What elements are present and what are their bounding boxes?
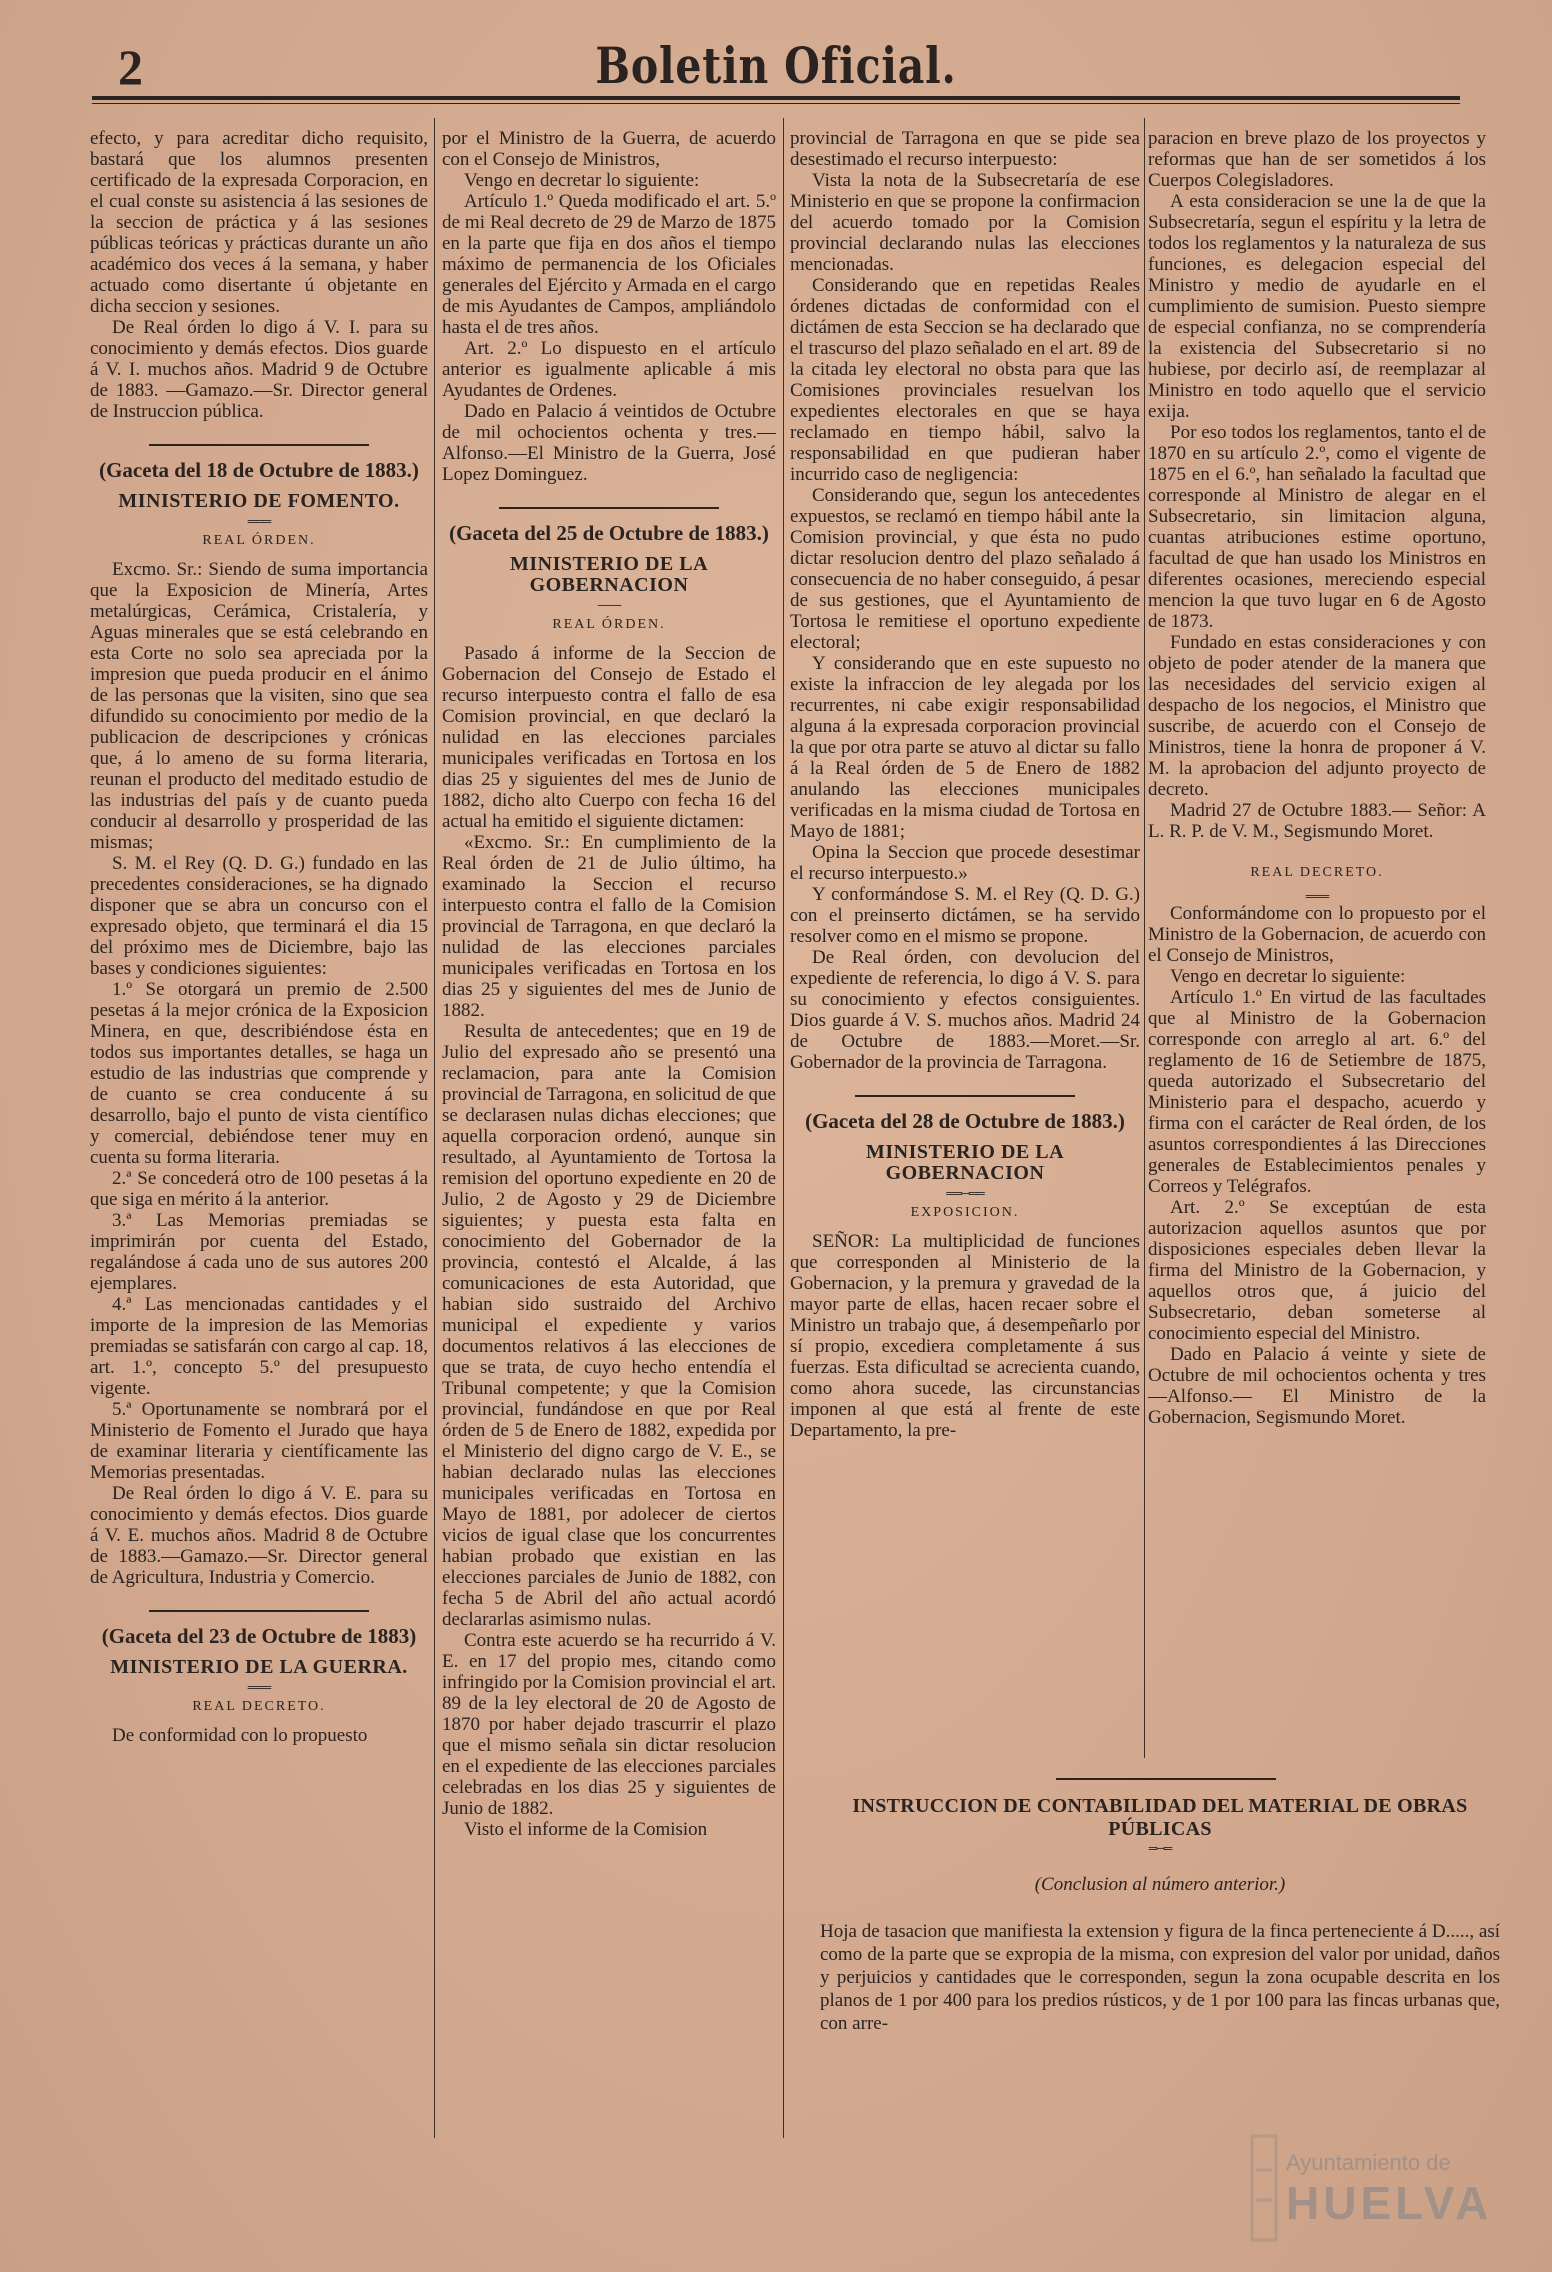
paragraph: 3.ª Las Memorias premiadas se imprimirán por cuenta del Estado, regalándose á cada uno de sus autores 200 ejemplares. [90, 1210, 428, 1294]
paragraph: Considerando que, segun los antecedentes expuestos, se reclamó en tiempo hábil ante la Comision provincial, y que ésta no pudo dictar resolucion dentro del plazo señalado á consecuencia de no haber conseguido, á pesar de sus gestiones, que el Ayuntamiento de Tortosa le remitiese el oportuno expediente electoral; [790, 485, 1140, 653]
paragraph: Hoja de tasacion que manifiesta la extension y figura de la finca perteneciente á D....., así como de la parte que se expropia de la misma, con expresion del valor por unidad, daños y perjuicios y cantidades que le corresponden, segun la zona ocupable descrita en los planos de 1 por 400 para los predios rústicos, y de 1 por 100 para las fincas urbanas que, con arre- [820, 1921, 1500, 2034]
ministry-heading: MINISTERIO DE FOMENTO. [118, 490, 400, 512]
conclusion-note: (Conclusion al número anterior.) [1034, 1874, 1286, 1895]
column-1 [90, 128, 428, 2268]
watermark-logo-text: HUELVA [1286, 2177, 1493, 2229]
paragraph: Vengo en decretar lo siguiente: [1170, 966, 1406, 987]
page-number: 2 [118, 39, 143, 95]
column-divider [434, 118, 435, 2138]
paragraph: «Excmo. Sr.: En cumplimiento de la Real órden de 21 de Julio último, ha examinado la Seccion el recurso interpuesto contra el fallo de la Comision provincial de Tarragona, en que declaró la nulidad de las elecciones parciales municipales verificadas en Tortosa en los dias 25 y siguientes del mes de Junio de 1882. [442, 832, 776, 1021]
paragraph: De Real órden lo digo á V. E. para su conocimiento y demás efectos. Dios guarde á V. E. muchos años. Madrid 8 de Octubre de 1883.—Gamazo.—Sr. Director general de Agricultura, Industria y Comercio. [90, 1483, 428, 1588]
paragraph: Pasado á informe de la Seccion de Gobernacion del Consejo de Estado el recurso interpuesto contra el fallo de esa Comision provincial, en que declaró la nulidad en las elecciones parciales municipales verificadas en Tortosa en los dias 25 y siguientes del mes de Junio de 1882, dicho alto Cuerpo con fecha 16 del actual ha emitido el siguiente dictamen: [442, 643, 776, 832]
paragraph: 4.ª Las mencionadas cantidades y el importe de la impresion de las Memorias premiadas se satisfarán con cargo al cap. 18, art. 1.º, concepto 5.º del presupuesto vigente. [90, 1294, 428, 1399]
paragraph: S. M. el Rey (Q. D. G.) fundado en las precedentes consideraciones, se ha dignado disponer que se abra un concurso con el expresado objeto, que terminará el dia 15 del próximo mes de Diciembre, bajo las bases y condiciones siguientes: [90, 853, 428, 979]
header-rule [92, 96, 1460, 100]
paragraph: De conformidad con lo propuesto [112, 1725, 368, 1746]
header-rule-thin [92, 103, 1460, 104]
paragraph: Art. 2.º Se exceptúan de esta autorizacion aquellos asuntos que por disposiciones especiales deben llevar la firma del Ministro de la Gobernacion, y aquellos otros que, á juicio del Subsecretario, deban someterse al conocimiento especial del Ministro. [1148, 1197, 1486, 1344]
gazette-heading: (Gaceta del 23 de Octubre de 1883) [101, 1624, 417, 1648]
section-separator [149, 444, 369, 446]
paragraph: 5.ª Oportunamente se nombrará por el Ministerio de Fomento el Jurado que haya de examinar literaria y científicamente las Memorias presentadas. [90, 1399, 428, 1483]
obras-publicas-section [820, 1795, 1500, 2035]
paragraph: Visto el informe de la Comision [464, 1819, 708, 1840]
gazette-heading: (Gaceta del 18 de Octubre de 1883.) [99, 458, 419, 482]
paragraph: Dado en Palacio á veintidos de Octubre de mil ochocientos ochenta y tres.—Alfonso.—El Ministro de la Guerra, José Lopez Dominguez. [442, 401, 776, 485]
ministry-heading: MINISTERIO DE LA GUERRA. [110, 1656, 408, 1678]
paragraph: Contra este acuerdo se ha recurrido á V. E. en 17 del propio mes, citando como infringido por la Comision provincial el art. 89 de la ley electoral de 20 de Agosto de 1870 por haber dejado trascurrir el plazo que el mismo señala sin dictar resolucion en el expediente de las elecciones parciales celebradas en los dias 25 y siguientes de Junio de 1882. [442, 1630, 776, 1819]
paragraph: provincial de Tarragona en que se pide sea desestimado el recurso interpuesto: [790, 128, 1140, 170]
document-type: REAL ÓRDEN. [552, 617, 666, 632]
document-type: REAL DECRETO. [192, 1699, 326, 1714]
paragraph: Resulta de antecedentes; que en 19 de Julio del expresado año se presentó una reclamacion, para ante la Comision provincial de Tarragona, en solicitud de que se declarasen nulas dichas elecciones; que aquella corporacion ordenó, aunque sin resultado, al Ayuntamiento de Tortosa la remision del oportuno expediente en 20 de Julio, 2 de Agosto y 29 de Diciembre siguientes; y puesta esta falta en conocimiento del Gobernador de la provincia, contestó el Alcalde, á las comunicaciones de esta Autoridad, que habian sido sustraido del Archivo municipal el expediente y varios documentos relativos á las elecciones de que se trata, de cuyo hecho entendía el Tribunal competente; y que la Comision provincial, fundándose en que por Real órden de 5 de Enero de 1882, expedida por el Ministerio del digno cargo de V. E., se habian declarado nulas las elecciones municipales verificadas en Tortosa en Mayo de 1881, por adolecer de ciertos vicios de igual clase que los concurrentes habian probado que existian en las elecciones parciales de Junio de 1882, con fecha 5 de Abril del año actual acordó declararlas asimismo nulas. [442, 1021, 776, 1630]
paragraph: De Real órden, con devolucion del expediente de referencia, lo digo á V. S. para su conocimiento y efectos consiguientes. Dios guarde á V. S. muchos años. Madrid 24 de Octubre de 1883.—Moret.—Sr. Gobernador de la provincia de Tarragona. [790, 947, 1140, 1073]
paragraph: Conformándome con lo propuesto por el Ministro de la Gobernacion, de acuerdo con el Consejo de Ministros, [1148, 903, 1486, 966]
paragraph: De Real órden lo digo á V. I. para su conocimiento y demás efectos. Dios guarde á V. I. muchos años. Madrid 9 de Octubre de 1883. —Gamazo.—Sr. Director general de Instruccion pública. [90, 317, 428, 422]
paragraph: Considerando que en repetidas Reales órdenes dictadas de conformidad con el dictámen de esta Seccion se ha declarado que el trascurso del plazo señalado en el art. 89 de la citada ley electoral no obsta para que las Comisiones provinciales resuelvan los expedientes electorales en que se haya reclamado en tiempo hábil, salvo la responsabilidad en que pudieran haber incurrido caso de negligencia: [790, 275, 1140, 485]
masthead-title: Boletin Oficial. [595, 36, 957, 95]
section-separator [1056, 1778, 1276, 1780]
paragraph: 2.ª Se concederá otro de 100 pesetas á la que siga en mérito á la anterior. [90, 1168, 428, 1210]
ornament-divider: ─── [597, 598, 621, 612]
paragraph: Fundado en estas consideraciones y con objeto de poder atender de la manera que las necesidades del servicio exigen al despacho de los negocios, el Ministro que suscribe, de acuerdo con el Consejo de Ministros, tiene la honra de proponer á V. M. la aprobacion del adjunto proyecto de decreto. [1148, 632, 1486, 800]
document-type: REAL DECRETO. [1250, 865, 1384, 880]
column-divider [783, 118, 784, 2138]
paragraph: Vista la nota de la Subsecretaría de ese Ministerio en que se propone la confirmacion del acuerdo tomado por la Comision provincial declarando nulas las elecciones mencionadas. [790, 170, 1140, 275]
paragraph: 1.º Se otorgará un premio de 2.500 pesetas á la mejor crónica de la Exposicion Minera, en que, describiéndose ésta en todos sus importantes detalles, se haga un estudio de las industrias que comprende y de cuanto se crea conducente á su desarrollo, bajo el punto de vista científico y comercial, debiéndose tener muy en cuenta su forma literaria. [90, 979, 428, 1168]
ornament-divider: ═══ [1305, 889, 1329, 903]
section-separator [149, 1610, 369, 1612]
watermark-text: Ayuntamiento de [1286, 2150, 1451, 2175]
ornament-divider: ═══ [247, 514, 271, 528]
paragraph: Art. 2.º Lo dispuesto en el artículo anterior es igualmente aplicable á mis Ayudantes de Ordenes. [442, 338, 776, 401]
gazette-heading: (Gaceta del 28 de Octubre de 1883.) [805, 1109, 1125, 1133]
paragraph: Excmo. Sr.: Siendo de suma importancia que la Exposicion de Minería, Artes metalúrgicas, Cerámica, Cristalería, y Aguas minerales que se está celebrando en esta Corte no solo sea apreciada por la impresion que pueda producir en el ánimo de las personas que la visiten, sino que sea difundido su conocimiento por medio de la publicacion de descripciones y crónicas que, á lo ameno de su forma literaria, reunan el producto del meditado estudio de las industrias del país y de cuanto pueda conducir al desarrollo y prosperidad de las mismas; [90, 559, 428, 853]
section-separator [499, 507, 719, 509]
ministry-heading: MINISTERIO DE LA GOBERNACION [509, 553, 709, 596]
column-2 [442, 128, 776, 2158]
ornament-divider: ═─═ [1148, 1841, 1172, 1855]
ornament-divider: ══─══ [946, 1186, 984, 1200]
paragraph: Y considerando que en este supuesto no existe la infraccion de ley alegada por los recurrentes, ni cabe exigir responsabilidad alguna á la expresada corporacion provincial la que por otra parte se atuvo al dictar su fallo á la Real órden de 5 de Enero de 1882 anulando las elecciones municipales verificadas en la misma ciudad de Tortosa en Mayo de 1881; [790, 653, 1140, 842]
document-type: EXPOSICION. [910, 1205, 1020, 1220]
paragraph: Madrid 27 de Octubre 1883.— Señor: A L. R. P. de V. M., Segismundo Moret. [1148, 800, 1486, 842]
gazette-heading: (Gaceta del 25 de Octubre de 1883.) [449, 521, 769, 545]
paragraph: Dado en Palacio á veinte y siete de Octubre de mil ochocientos ochenta y tres —Alfonso.— El Ministro de la Gobernacion, Segismundo Moret. [1148, 1344, 1486, 1428]
paragraph: Artículo 1.º En virtud de las facultades que al Ministro de la Gobernacion corresponde con arreglo al art. 6.º del reglamento de 16 de Setiembre de 1875, queda autorizado el Subsecretario del Ministerio para el despacho, acuerdo y firma con el carácter de Real órden, de los asuntos correspondientes á las Direcciones generales de Establecimientos penales y Correos y Telégrafos. [1148, 987, 1486, 1197]
ministry-heading: MINISTERIO DE LA GOBERNACION [865, 1141, 1065, 1184]
paragraph: SEÑOR: La multiplicidad de funciones que corresponden al Ministerio de la Gobernacion, y la premura y gravedad de la mayor parte de ellas, hacen recaer sobre el Ministro un trabajo que, á desempeñarlo por sí propio, excediera completamente á sus fuerzas. Esta dificultad se acrecienta cuando, como ahora sucede, las circunstancias imponen al que está al frente de este Departamento, la pre- [790, 1231, 1140, 1441]
paragraph: Por eso todos los reglamentos, tanto el de 1870 en su artículo 2.º, como el vigente de 1875 en el 6.º, han señalado la facultad que corresponde al Ministro de alegar en el Subsecretario, sin limitacion alguna, cuantas atribuciones estime oportuno, facultad de que han usado los Ministros en diferentes ocasiones, mereciendo especial mencion la que tuvo lugar en 6 de Agosto de 1873. [1148, 422, 1486, 632]
paragraph: A esta consideracion se une la de que la Subsecretaría, segun el espíritu y la letra de todos los reglamentos y la naturaleza de sus funciones, es delegacion especial del Ministro y medio de ayudarle en el cumplimiento de sumision. Puesto siempre de especial confianza, no se comprendería la existencia del Subsecretario si no hubiese, por decirlo así, de reemplazar al Ministro en todo aquello que el servicio exija. [1148, 191, 1486, 422]
paragraph: Artículo 1.º Queda modificado el art. 5.º de mi Real decreto de 29 de Marzo de 1875 en la parte que fija en dos años el tiempo máximo de permanencia de los Oficiales generales del Ejército y Armada en el cargo de mis Ayudantes de Campos, ampliándolo hasta el de tres años. [442, 191, 776, 338]
column-divider [1144, 118, 1145, 1758]
section-title: INSTRUCCION DE CONTABILIDAD DEL MATERIAL DE OBRAS PÚBLICAS [852, 1795, 1468, 1840]
paragraph: Vengo en decretar lo siguiente: [464, 170, 700, 191]
paragraph: efecto, y para acreditar dicho requisito, bastará que los alumnos presenten certificado de la expresada Corporacion, en el cual conste su asistencia á las sesiones de la seccion de práctica y á las sesiones públicas teóricas y prácticas durante un año académico dos veces á la semana, y haber actuado como disertante ú objetante en dicha seccion y sesiones. [90, 128, 428, 317]
column-3 [790, 128, 1140, 1778]
section-separator [855, 1095, 1075, 1097]
document-type: REAL ÓRDEN. [202, 533, 316, 548]
column-4 [1148, 128, 1486, 1778]
ornament-divider: ═══ [247, 1680, 271, 1694]
paragraph: Y conformándose S. M. el Rey (Q. D. G.) con el preinserto dictámen, se ha servido resolver como en el mismo se propone. [790, 884, 1140, 947]
paragraph: Opina la Seccion que procede desestimar el recurso interpuesto.» [790, 842, 1140, 884]
paragraph: paracion en breve plazo de los proyectos y reformas que han de ser sometidos á los Cuerpos Colegisladores. [1148, 128, 1486, 191]
paragraph: por el Ministro de la Guerra, de acuerdo con el Consejo de Ministros, [442, 128, 776, 170]
